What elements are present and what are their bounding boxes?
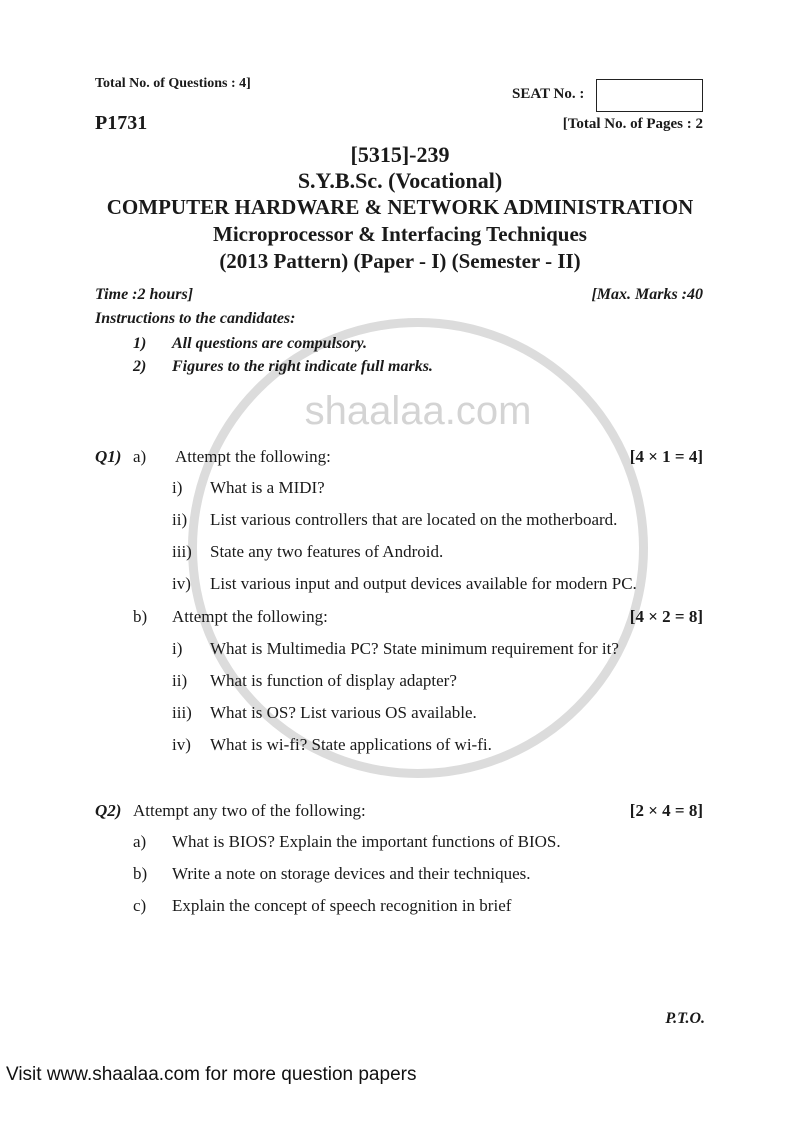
pto: P.T.O. [665,1010,705,1027]
item-number: b) [133,864,148,883]
instruction-text: All questions are compulsory. [172,335,367,352]
item-number: iii) [172,703,192,722]
question-item: What is Multimedia PC? State minimum requirement for it? [210,639,619,658]
question-item: What is function of display adapter? [210,671,457,690]
item-number: iii) [172,542,192,561]
item-number: i) [172,478,183,497]
question-item: What is OS? List various OS available. [210,703,477,722]
q2-text: Attempt any two of the following: [133,801,366,820]
q1b-marks: [4 × 2 = 8] [629,607,703,626]
instruction-number: 2) [133,358,147,375]
instruction-text: Figures to the right indicate full marks. [172,358,433,375]
time: Time :2 hours] [95,286,194,303]
watermark-text: shaalaa.com [304,389,532,433]
item-number: a) [133,832,147,851]
item-number: ii) [172,510,188,529]
item-number: iv) [172,735,191,754]
q2-marks: [2 × 4 = 8] [629,801,703,820]
item-number: i) [172,639,183,658]
item-number: ii) [172,671,188,690]
pattern-title: (2013 Pattern) (Paper - I) (Semester - II) [219,249,581,273]
item-number: c) [133,896,147,915]
paper-title: Microprocessor & Interfacing Techniques [213,222,587,246]
q1b-text: Attempt the following: [172,607,328,626]
course-title: S.Y.B.Sc. (Vocational) [297,168,503,193]
seat-label: SEAT No. : [512,86,585,102]
q1-label: Q1) [95,447,122,466]
q2-label: Q2) [95,801,122,820]
question-item: State any two features of Android. [210,542,444,561]
question-item: What is BIOS? Explain the important functions of BIOS. [172,832,561,851]
q1b-label: b) [133,607,148,626]
item-number: iv) [172,574,191,593]
seat-number-box [596,79,703,112]
exam-code: [5315]-239 [350,142,450,167]
total-pages: [Total No. of Pages : 2 [562,116,703,132]
question-item: Explain the concept of speech recognition in brief [172,896,512,915]
q1a-marks: [4 × 1 = 4] [629,447,703,466]
question-item: What is a MIDI? [210,478,325,497]
subject-title: COMPUTER HARDWARE & NETWORK ADMINISTRATION [106,195,694,219]
q1a-text: Attempt the following: [175,447,331,466]
paper-code: P1731 [95,112,148,134]
total-questions: Total No. of Questions : 4] [95,76,251,91]
instructions-title: Instructions to the candidates: [95,310,296,327]
question-item: Write a note on storage devices and their techniques. [172,864,531,883]
footer-link[interactable]: Visit www.shaalaa.com for more question papers [6,1064,417,1085]
instruction-number: 1) [133,335,147,352]
question-item: List various controllers that are located on the motherboard. [210,510,618,529]
question-item: What is wi-fi? State applications of wi-fi. [210,735,492,754]
question-item: List various input and output devices available for modern PC. [210,574,637,593]
max-marks: [Max. Marks :40 [591,286,703,303]
q1a-label: a) [133,447,147,466]
